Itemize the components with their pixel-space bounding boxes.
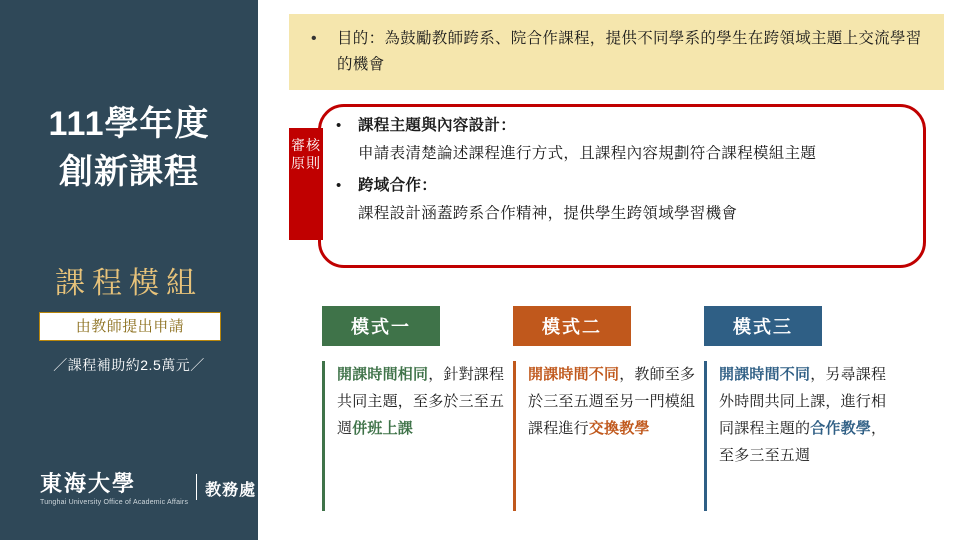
review-principles-tab: 審核原則 bbox=[289, 128, 323, 240]
page-subtitle: 課程模組 bbox=[55, 267, 203, 300]
university-logo bbox=[40, 472, 256, 506]
review-item-body: 課程設計涵蓋跨系合作精神，提供學生跨領域學習機會 bbox=[358, 205, 738, 222]
mode-highlight-text: 開課時間不同 bbox=[719, 366, 811, 383]
review-principles-content bbox=[336, 112, 916, 232]
logo-divider bbox=[196, 474, 197, 500]
bullet-icon: • bbox=[311, 30, 317, 47]
apply-badge: 由教師提出申請 bbox=[39, 312, 221, 341]
page-title bbox=[0, 100, 258, 197]
review-item-heading bbox=[336, 172, 916, 200]
mode-2-label: 模式二 bbox=[513, 306, 631, 346]
funding-note: ／課程補助約2.5萬元／ bbox=[53, 357, 205, 373]
mode-3-body bbox=[704, 361, 894, 511]
mode-card-1 bbox=[322, 306, 512, 511]
logo-english-name: Tunghai University Office of Academic Affairs bbox=[40, 499, 189, 506]
logo-chinese-name: 東海大學 bbox=[40, 470, 137, 496]
mode-plain-text: ，教師至多於三至五週至另一門模組課程進行 bbox=[528, 366, 696, 437]
mode-3-label: 模式三 bbox=[704, 306, 822, 346]
review-item bbox=[336, 112, 916, 168]
mode-1-label: 模式一 bbox=[322, 306, 440, 346]
mode-highlight-text: 交換教學 bbox=[588, 420, 650, 437]
logo-office-name: 教務處 bbox=[205, 482, 257, 499]
mode-2-body bbox=[513, 361, 703, 511]
mode-highlight-text: 開課時間相同 bbox=[337, 366, 429, 383]
mode-plain-text: ，針對課程共同主題，至多於三至五週 bbox=[337, 366, 505, 437]
bullet-icon: • bbox=[336, 117, 342, 134]
mode-highlight-text: 合作教學 bbox=[810, 420, 872, 437]
review-item-heading bbox=[336, 112, 916, 140]
mode-plain-text: ，另尋課程外時間共同上課，進行相同課程主題的 bbox=[719, 366, 887, 437]
bullet-icon: • bbox=[336, 177, 342, 194]
title-line-2: 創新課程 bbox=[59, 153, 199, 192]
review-item-heading-text: 跨域合作： bbox=[358, 177, 438, 194]
title-line-1: 111學年度 bbox=[48, 105, 210, 143]
mode-card-2 bbox=[513, 306, 703, 511]
review-item-heading-text: 課程主題與內容設計： bbox=[358, 117, 517, 134]
mode-card-3 bbox=[704, 306, 894, 511]
mode-plain-text: ，至多三至五週 bbox=[719, 420, 887, 464]
mode-highlight-text: 開課時間不同 bbox=[528, 366, 620, 383]
mode-highlight-text: 併班上課 bbox=[352, 420, 414, 437]
review-item bbox=[336, 172, 916, 228]
purpose-text: 目的：為鼓勵教師跨系、院合作課程，提供不同學系的學生在跨領域主題上交流學習的機會 bbox=[337, 30, 922, 73]
review-item-body: 申請表清楚論述課程進行方式，且課程內容規劃符合課程模組主題 bbox=[358, 145, 817, 162]
purpose-banner bbox=[289, 14, 944, 90]
left-panel bbox=[0, 0, 258, 540]
mode-1-body bbox=[322, 361, 512, 511]
